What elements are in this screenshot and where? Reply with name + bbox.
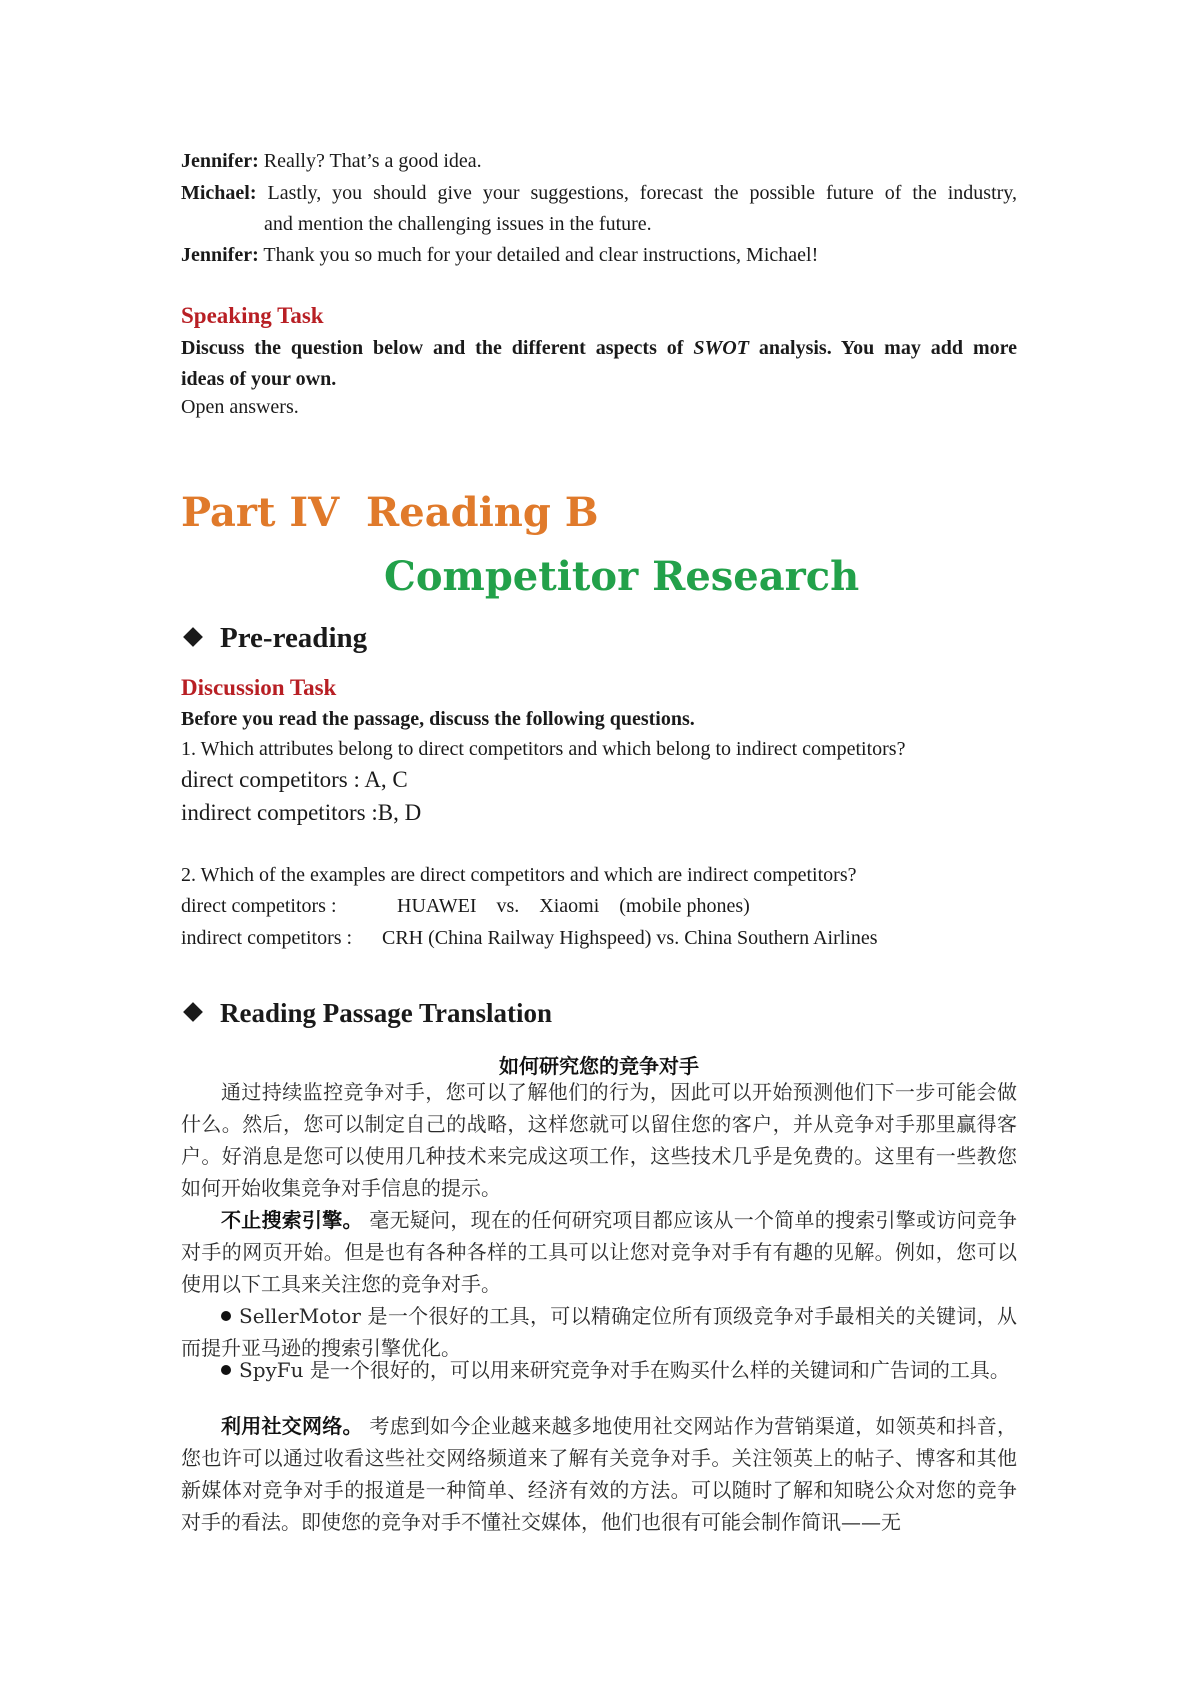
dialogue-line-jennifer-2 [181,240,818,271]
paragraph-text: 考虑到如今企业越来越多地使用社交网站作为营销渠道，如领英和抖音，您也许可以通过收看这些社交网络频道来了解有关竞争对手。关注领英上的帖子、博客和其他新媒体对竞争对手的报道是一种简单、经济有效的方法。可以随时了解和知晓公众对您的竞争对手的看法。即使您的竞争对手不懂社交媒体，他们也很有可能会制作简讯——无 [181,1414,1018,1534]
answer-1-indirect: indirect competitors :B, D [181,800,422,825]
speaking-task-instruction-cont: ideas of your own. [181,368,337,390]
answer-2-direct-value: HUAWEI vs. Xiaomi (mobile phones) [397,895,750,917]
bullet-text: SpyFu 是一个很好的，可以用来研究竞争对手在购买什么样的关键词和广告词的工具。 [239,1358,1010,1382]
dialogue-text: Really? That’s a good idea. [263,150,482,172]
speaking-task-instruction [181,337,1017,360]
dialogue-line-michael-cont: and mention the challenging issues in the future. [264,213,652,235]
translation-title: 如何研究您的竞争对手 [499,1054,699,1078]
heading-text: Pre-reading [220,622,368,654]
reading-label: Reading B [366,489,599,536]
answer-1-direct: direct competitors : A, C [181,767,408,792]
bullet-text: SellerMotor 是一个很好的工具，可以精确定位所有顶级竞争对手最相关的关键词，从而提升亚马逊的搜索引擎优化。 [181,1304,1017,1360]
section-subtitle: Competitor Research [384,553,860,600]
paragraph-lead: 不止搜索引擎。 [221,1208,363,1232]
question-1: 1. Which attributes belong to direct competitors and which belong to indirect competitors? [181,738,906,760]
bullet-item-spyfu [181,1354,1017,1386]
diamond-bullet-icon [183,627,203,647]
paragraph-lead: 利用社交网络。 [221,1414,363,1438]
instruction-emphasis: SWOT [693,337,749,359]
discussion-task-heading: Discussion Task [181,675,337,700]
translation-heading [186,998,552,1029]
bullet-dot-icon [221,1311,231,1321]
speaker-name: Jennifer: [181,244,259,266]
instruction-text: Discuss the question below and the different aspects of [181,337,694,359]
translation-paragraph-3 [181,1410,1017,1538]
dialogue-text: Thank you so much for your detailed and clear instructions, Michael! [263,244,819,266]
speaker-name: Jennifer: [181,150,259,172]
speaking-task-heading: Speaking Task [181,303,324,328]
part-label: Part IV [181,489,340,536]
speaker-name: Michael: [181,182,257,204]
dialogue-text: Lastly, you should give your suggestions, forecast the possible future of the industry, [267,182,1018,204]
answer-2-indirect-label: indirect competitors : [181,927,353,949]
instruction-text: analysis. You may add more [748,337,1018,359]
answer-2-direct-label: direct competitors : [181,895,337,917]
heading-text: Reading Passage Translation [220,998,553,1028]
paragraph-text: 毫无疑问，现在的任何研究项目都应该从一个简单的搜索引擎或访问竞争对手的网页开始。但是也有各种各样的工具可以让您对竞争对手有有趣的见解。例如，您可以使用以下工具来关注您的竞争对手。 [181,1208,1018,1296]
answer-2-indirect-value: CRH (China Railway Highspeed) vs. China Southern Airlines [382,927,878,949]
translation-paragraph-2 [181,1204,1017,1300]
dialogue-line-jennifer-1 [181,146,482,177]
dialogue-line-michael [181,178,1017,209]
pre-reading-heading [186,622,367,655]
question-2: 2. Which of the examples are direct competitors and which are indirect competitors? [181,864,857,886]
translation-paragraph-1: 通过持续监控竞争对手，您可以了解他们的行为，因此可以开始预测他们下一步可能会做什么。然后，您可以制定自己的战略，这样您就可以留住您的客户，并从竞争对手那里赢得客户。好消息是您可以使用几种技术来完成这项工作，这些技术几乎是免费的。这里有一些教您如何开始收集竞争对手信息的提示。 [181,1080,1017,1200]
bullet-dot-icon [221,1365,231,1375]
speaking-task-answer: Open answers. [181,396,299,418]
discussion-instruction: Before you read the passage, discuss the following questions. [181,708,695,730]
diamond-bullet-icon [183,1002,203,1022]
